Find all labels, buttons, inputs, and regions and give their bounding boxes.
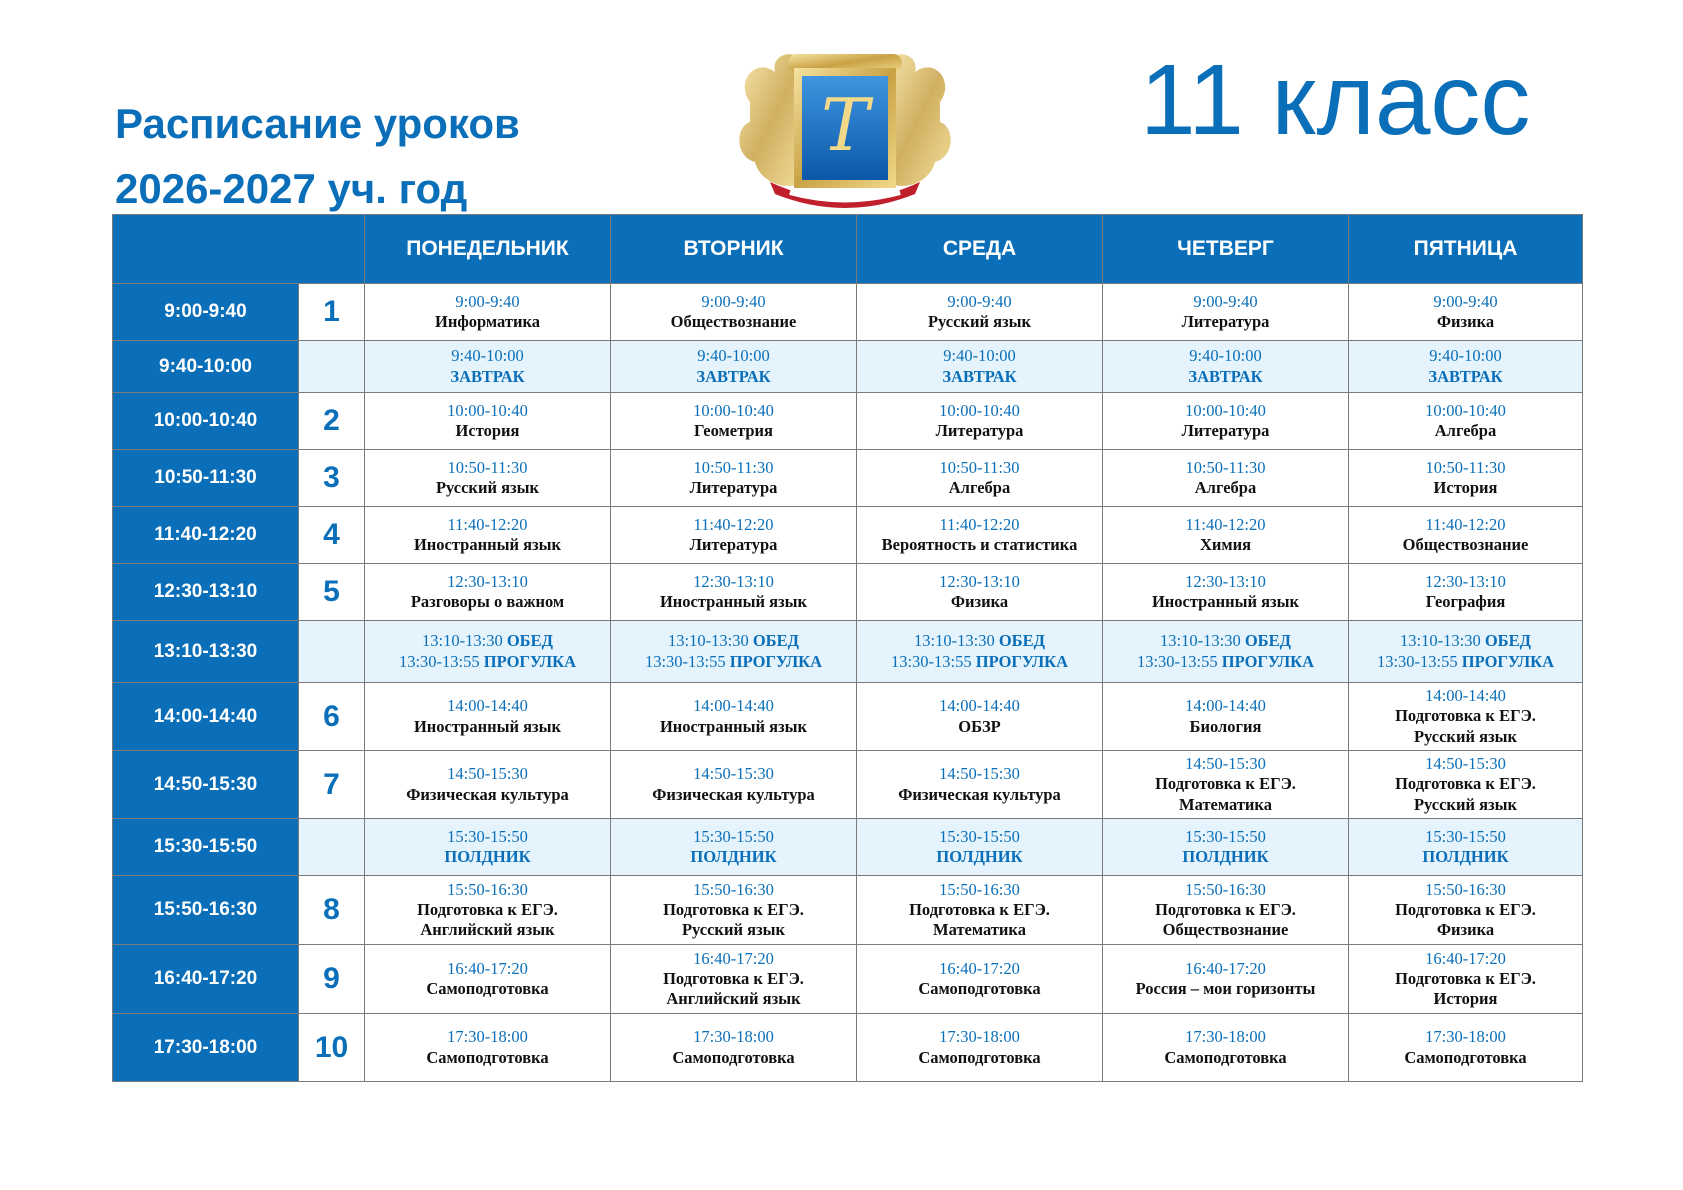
day-header: ПОНЕДЕЛЬНИК bbox=[365, 215, 611, 284]
subject-name: Математика bbox=[933, 920, 1026, 940]
subject-name: Самоподготовка bbox=[918, 979, 1041, 998]
schedule-table bbox=[112, 214, 1583, 1082]
row-time: 9:00-9:40 bbox=[113, 284, 299, 341]
break-time: 13:10-13:30 bbox=[914, 631, 995, 651]
row-time: 16:40-17:20 bbox=[113, 945, 299, 1014]
lesson-time: 9:00-9:40 bbox=[455, 291, 520, 311]
schedule-cell bbox=[365, 621, 611, 683]
schedule-cell bbox=[611, 564, 857, 621]
lesson-time: 9:00-9:40 bbox=[947, 291, 1012, 311]
schedule-cell bbox=[1103, 1014, 1349, 1082]
break-time: 15:30-15:50 bbox=[939, 826, 1020, 846]
subject-name: Самоподготовка bbox=[672, 1047, 795, 1067]
subject-name: Самоподготовка bbox=[1404, 1047, 1527, 1067]
schedule-cell bbox=[365, 751, 611, 819]
subject-name: Подготовка к ЕГЭ. bbox=[1395, 899, 1536, 919]
row-time: 11:40-12:20 bbox=[113, 507, 299, 564]
schedule-cell bbox=[611, 751, 857, 819]
lesson-time: 10:50-11:30 bbox=[447, 457, 528, 477]
schedule-cell bbox=[611, 284, 857, 341]
schedule-cell bbox=[611, 341, 857, 393]
subject-name: ОБЗР bbox=[958, 716, 1001, 736]
subject-name: Английский язык bbox=[420, 920, 555, 940]
subject-name: Разговоры о важном bbox=[410, 592, 565, 611]
lesson-time: 15:50-16:30 bbox=[1425, 879, 1506, 899]
subject-name: Самоподготовка bbox=[426, 979, 549, 998]
break-name: ЗАВТРАК bbox=[696, 366, 771, 386]
schedule-cell bbox=[1349, 945, 1583, 1014]
row-time: 9:40-10:00 bbox=[113, 341, 299, 393]
schedule-row bbox=[113, 819, 1583, 876]
lesson-time: 12:30-13:10 bbox=[693, 571, 774, 591]
break-name: ПОЛДНИК bbox=[936, 847, 1023, 866]
page-title: Расписание уроков bbox=[115, 100, 520, 147]
schedule-cell bbox=[611, 819, 857, 876]
schedule-cell bbox=[1103, 945, 1349, 1014]
break-name: ПРОГУЛКА bbox=[729, 651, 823, 671]
lesson-time: 12:30-13:10 bbox=[1425, 571, 1506, 591]
subject-name: Иностранный язык bbox=[1151, 592, 1300, 611]
subject-name: Русский язык bbox=[435, 478, 540, 497]
subject-name: Подготовка к ЕГЭ. bbox=[1155, 774, 1296, 794]
schedule-row bbox=[113, 751, 1583, 819]
schedule-cell bbox=[611, 507, 857, 564]
schedule-row bbox=[113, 507, 1583, 564]
lesson-time: 10:50-11:30 bbox=[693, 457, 774, 477]
schedule-cell bbox=[1349, 751, 1583, 819]
day-header: ПЯТНИЦА bbox=[1349, 215, 1583, 284]
schedule-row bbox=[113, 876, 1583, 945]
schedule-cell bbox=[1349, 819, 1583, 876]
lesson-time: 11:40-12:20 bbox=[447, 514, 528, 534]
break-name: ПРОГУЛКА bbox=[1221, 651, 1315, 671]
class-label: 11 класс bbox=[1140, 44, 1531, 156]
schedule-cell bbox=[1103, 284, 1349, 341]
subject-name: Математика bbox=[1179, 794, 1272, 814]
lesson-time: 10:50-11:30 bbox=[1185, 457, 1266, 477]
subject-name: История bbox=[1433, 478, 1498, 497]
subject-name: Химия bbox=[1199, 535, 1252, 554]
schedule-cell bbox=[1103, 507, 1349, 564]
subject-name: Подготовка к ЕГЭ. bbox=[1155, 899, 1296, 919]
schedule-cell bbox=[611, 393, 857, 450]
schedule-row bbox=[113, 450, 1583, 507]
break-name: ЗАВТРАК bbox=[1188, 366, 1263, 386]
break-line bbox=[1349, 652, 1582, 672]
subject-name: Информатика bbox=[434, 312, 540, 331]
lesson-number: 3 bbox=[299, 450, 365, 507]
lesson-time: 12:30-13:10 bbox=[1185, 571, 1266, 591]
schedule-cell bbox=[1103, 341, 1349, 393]
lesson-number: 2 bbox=[299, 393, 365, 450]
day-header: ВТОРНИК bbox=[611, 215, 857, 284]
row-time: 13:10-13:30 bbox=[113, 621, 299, 683]
schedule-cell bbox=[1349, 1014, 1583, 1082]
lesson-number: 7 bbox=[299, 751, 365, 819]
lesson-number: 9 bbox=[299, 945, 365, 1014]
subject-name: Английский язык bbox=[666, 989, 801, 1009]
lesson-time: 15:50-16:30 bbox=[447, 879, 528, 899]
lesson-time: 14:00-14:40 bbox=[1185, 696, 1266, 716]
break-time: 13:30-13:55 bbox=[644, 651, 726, 671]
lesson-time: 10:00-10:40 bbox=[1185, 400, 1266, 420]
lesson-time: 10:00-10:40 bbox=[447, 400, 528, 420]
schedule-cell bbox=[365, 945, 611, 1014]
lesson-time: 9:00-9:40 bbox=[701, 291, 766, 311]
lesson-time: 14:00-14:40 bbox=[1425, 686, 1506, 706]
schedule-cell bbox=[857, 564, 1103, 621]
subject-name: Литература bbox=[1181, 312, 1270, 331]
schedule-row bbox=[113, 564, 1583, 621]
lesson-time: 15:50-16:30 bbox=[1185, 879, 1266, 899]
schedule-cell bbox=[857, 621, 1103, 683]
schedule-cell bbox=[611, 450, 857, 507]
subject-name: Русский язык bbox=[1413, 794, 1518, 814]
subject-name: География bbox=[1425, 592, 1506, 611]
schedule-row bbox=[113, 621, 1583, 683]
subject-name: Физическая культура bbox=[406, 784, 569, 804]
lesson-time: 12:30-13:10 bbox=[447, 571, 528, 591]
lesson-time: 9:00-9:40 bbox=[1193, 291, 1258, 311]
break-time: 9:40-10:00 bbox=[451, 346, 524, 366]
schedule-cell bbox=[857, 751, 1103, 819]
break-name: ОБЕД bbox=[1484, 631, 1531, 651]
lesson-number bbox=[299, 621, 365, 683]
schedule-cell bbox=[857, 876, 1103, 945]
lesson-time: 16:40-17:20 bbox=[1425, 948, 1506, 968]
row-time: 14:50-15:30 bbox=[113, 751, 299, 819]
lesson-number: 4 bbox=[299, 507, 365, 564]
schedule-cell bbox=[857, 507, 1103, 564]
subject-name: Подготовка к ЕГЭ. bbox=[663, 968, 804, 988]
schedule-cell bbox=[365, 341, 611, 393]
schedule-cell bbox=[1103, 876, 1349, 945]
break-time: 9:40-10:00 bbox=[1429, 346, 1502, 366]
subject-name: Подготовка к ЕГЭ. bbox=[909, 899, 1050, 919]
schedule-cell bbox=[1349, 564, 1583, 621]
subject-name: История bbox=[455, 421, 520, 440]
lesson-time: 10:00-10:40 bbox=[1425, 400, 1506, 420]
break-name: ПОЛДНИК bbox=[690, 847, 777, 866]
subject-name: Русский язык bbox=[927, 312, 1032, 331]
schedule-cell bbox=[1349, 393, 1583, 450]
break-name: ПРОГУЛКА bbox=[1461, 651, 1555, 671]
break-name: ОБЕД bbox=[998, 631, 1045, 651]
break-line bbox=[1103, 652, 1348, 672]
subject-name: Физика bbox=[1436, 312, 1495, 331]
break-name: ЗАВТРАК bbox=[1428, 366, 1503, 386]
subject-name: Самоподготовка bbox=[426, 1047, 549, 1067]
schedule-cell bbox=[857, 945, 1103, 1014]
break-name: ОБЕД bbox=[506, 631, 553, 651]
schedule-row bbox=[113, 1014, 1583, 1082]
break-time: 9:40-10:00 bbox=[697, 346, 770, 366]
schedule-row bbox=[113, 393, 1583, 450]
lesson-time: 14:50-15:30 bbox=[447, 764, 528, 784]
break-name: ПРОГУЛКА bbox=[975, 651, 1069, 671]
schedule-cell bbox=[857, 683, 1103, 751]
subject-name: Подготовка к ЕГЭ. bbox=[663, 899, 804, 919]
schedule-cell bbox=[1103, 751, 1349, 819]
lesson-time: 14:50-15:30 bbox=[1185, 754, 1266, 774]
row-time: 10:50-11:30 bbox=[113, 450, 299, 507]
schedule-cell bbox=[365, 393, 611, 450]
lesson-time: 17:30-18:00 bbox=[1185, 1027, 1266, 1047]
subject-name: Иностранный язык bbox=[413, 535, 562, 554]
break-name: ОБЕД bbox=[752, 631, 799, 651]
subject-name: Алгебра bbox=[1194, 478, 1257, 497]
break-time: 13:30-13:55 bbox=[890, 651, 972, 671]
subject-name: Литература bbox=[689, 478, 778, 497]
break-line bbox=[1349, 631, 1582, 651]
schedule-cell bbox=[365, 450, 611, 507]
subject-name: Россия – мои горизонты bbox=[1135, 979, 1316, 998]
svg-text:T: T bbox=[820, 83, 870, 167]
break-name: ПРОГУЛКА bbox=[483, 651, 577, 671]
subject-name: Алгебра bbox=[1434, 421, 1497, 440]
break-time: 13:30-13:55 bbox=[1136, 651, 1218, 671]
break-time: 9:40-10:00 bbox=[1189, 346, 1262, 366]
schedule-row bbox=[113, 683, 1583, 751]
subject-name: Самоподготовка bbox=[918, 1047, 1041, 1067]
schedule-cell bbox=[1103, 621, 1349, 683]
subject-name: Обществознание bbox=[1162, 920, 1289, 940]
lesson-time: 11:40-12:20 bbox=[1185, 514, 1266, 534]
schedule-cell bbox=[611, 876, 857, 945]
break-line bbox=[365, 652, 610, 672]
schedule-cell bbox=[857, 819, 1103, 876]
schedule-cell bbox=[857, 450, 1103, 507]
lesson-time: 17:30-18:00 bbox=[1425, 1027, 1506, 1047]
subject-name: Физика bbox=[1436, 920, 1495, 940]
break-line bbox=[857, 652, 1102, 672]
subject-name: Вероятность и статистика bbox=[881, 535, 1078, 554]
schedule-cell bbox=[611, 683, 857, 751]
schedule-cell bbox=[365, 507, 611, 564]
lesson-time: 10:50-11:30 bbox=[939, 457, 1020, 477]
lesson-time: 14:50-15:30 bbox=[939, 764, 1020, 784]
lesson-time: 9:00-9:40 bbox=[1433, 291, 1498, 311]
schedule-cell bbox=[1103, 683, 1349, 751]
schedule-cell bbox=[365, 876, 611, 945]
subject-name: Иностранный язык bbox=[659, 716, 808, 736]
subject-name: Литература bbox=[689, 535, 778, 554]
day-header: СРЕДА bbox=[857, 215, 1103, 284]
subject-name: Алгебра bbox=[948, 478, 1011, 497]
schedule-cell bbox=[1349, 621, 1583, 683]
schedule-cell bbox=[1349, 284, 1583, 341]
subject-name: Обществознание bbox=[1402, 535, 1529, 554]
schedule-cell bbox=[1349, 450, 1583, 507]
break-time: 15:30-15:50 bbox=[447, 826, 528, 846]
break-time: 15:30-15:50 bbox=[1185, 826, 1266, 846]
subject-name: Биология bbox=[1189, 716, 1262, 736]
lesson-number: 8 bbox=[299, 876, 365, 945]
break-line bbox=[611, 652, 856, 672]
break-name: ОБЕД bbox=[1244, 631, 1291, 651]
lesson-time: 16:40-17:20 bbox=[447, 958, 528, 978]
break-name: ЗАВТРАК bbox=[450, 366, 525, 386]
schedule-cell bbox=[365, 819, 611, 876]
break-name: ПОЛДНИК bbox=[1422, 847, 1509, 866]
lesson-number: 1 bbox=[299, 284, 365, 341]
row-time: 12:30-13:10 bbox=[113, 564, 299, 621]
lesson-number: 6 bbox=[299, 683, 365, 751]
row-time: 17:30-18:00 bbox=[113, 1014, 299, 1082]
school-year: 2026-2027 уч. год bbox=[115, 165, 468, 212]
lesson-time: 14:50-15:30 bbox=[693, 764, 774, 784]
lesson-time: 14:00-14:40 bbox=[693, 696, 774, 716]
lesson-time: 16:40-17:20 bbox=[1185, 958, 1266, 978]
lesson-time: 12:30-13:10 bbox=[939, 571, 1020, 591]
lesson-time: 16:40-17:20 bbox=[693, 948, 774, 968]
schedule-cell bbox=[611, 621, 857, 683]
subject-name: Обществознание bbox=[670, 312, 797, 331]
lesson-time: 14:50-15:30 bbox=[1425, 754, 1506, 774]
schedule-cell bbox=[611, 945, 857, 1014]
schedule-cell bbox=[857, 1014, 1103, 1082]
schedule-cell bbox=[1349, 683, 1583, 751]
subject-name: Подготовка к ЕГЭ. bbox=[417, 899, 558, 919]
row-time: 15:30-15:50 bbox=[113, 819, 299, 876]
subject-name: История bbox=[1433, 989, 1498, 1009]
lesson-time: 17:30-18:00 bbox=[447, 1027, 528, 1047]
schedule-row bbox=[113, 945, 1583, 1014]
subject-name: Подготовка к ЕГЭ. bbox=[1395, 774, 1536, 794]
lesson-time: 17:30-18:00 bbox=[939, 1027, 1020, 1047]
schedule-cell bbox=[857, 284, 1103, 341]
lesson-time: 11:40-12:20 bbox=[939, 514, 1020, 534]
schedule-cell bbox=[1103, 450, 1349, 507]
schedule-row bbox=[113, 284, 1583, 341]
lesson-time: 17:30-18:00 bbox=[693, 1027, 774, 1047]
break-line bbox=[857, 631, 1102, 651]
school-emblem-icon bbox=[730, 42, 960, 210]
break-time: 13:10-13:30 bbox=[1400, 631, 1481, 651]
subject-name: Иностранный язык bbox=[659, 592, 808, 611]
schedule-cell bbox=[611, 1014, 857, 1082]
break-line bbox=[611, 631, 856, 651]
header-corner bbox=[113, 215, 365, 284]
days-header-row bbox=[113, 215, 1583, 284]
lesson-time: 15:50-16:30 bbox=[939, 879, 1020, 899]
schedule-cell bbox=[365, 1014, 611, 1082]
lesson-time: 14:00-14:40 bbox=[939, 696, 1020, 716]
lesson-time: 15:50-16:30 bbox=[693, 879, 774, 899]
break-time: 15:30-15:50 bbox=[693, 826, 774, 846]
lesson-number: 5 bbox=[299, 564, 365, 621]
subject-name: Геометрия bbox=[694, 421, 773, 440]
break-time: 13:30-13:55 bbox=[1376, 651, 1458, 671]
break-name: ЗАВТРАК bbox=[942, 366, 1017, 386]
schedule-cell bbox=[365, 683, 611, 751]
schedule-row bbox=[113, 341, 1583, 393]
schedule-cell bbox=[365, 284, 611, 341]
subject-name: Литература bbox=[1181, 421, 1270, 440]
schedule-cell bbox=[1103, 564, 1349, 621]
subject-name: Физическая культура bbox=[898, 784, 1061, 804]
subject-name: Физика bbox=[950, 592, 1009, 611]
subject-name: Подготовка к ЕГЭ. bbox=[1395, 968, 1536, 988]
subject-name: Литература bbox=[935, 421, 1024, 440]
lesson-time: 14:00-14:40 bbox=[447, 696, 528, 716]
schedule-cell bbox=[1103, 819, 1349, 876]
break-name: ПОЛДНИК bbox=[1182, 847, 1269, 866]
subject-name: Иностранный язык bbox=[413, 716, 562, 736]
subject-name: Самоподготовка bbox=[1164, 1047, 1287, 1067]
break-name: ПОЛДНИК bbox=[444, 847, 531, 866]
schedule-cell bbox=[1349, 341, 1583, 393]
lesson-time: 11:40-12:20 bbox=[693, 514, 774, 534]
schedule-cell bbox=[1103, 393, 1349, 450]
subject-name: Русский язык bbox=[681, 920, 786, 940]
lesson-time: 11:40-12:20 bbox=[1425, 514, 1506, 534]
break-time: 13:10-13:30 bbox=[1160, 631, 1241, 651]
subject-name: Физическая культура bbox=[652, 784, 815, 804]
lesson-time: 10:00-10:40 bbox=[693, 400, 774, 420]
schedule-cell bbox=[857, 393, 1103, 450]
schedule-cell bbox=[1349, 876, 1583, 945]
subject-name: Русский язык bbox=[1413, 726, 1518, 746]
break-time: 13:30-13:55 bbox=[398, 651, 480, 671]
break-line bbox=[1103, 631, 1348, 651]
break-time: 13:10-13:30 bbox=[668, 631, 749, 651]
schedule-cell bbox=[365, 564, 611, 621]
lesson-time: 10:50-11:30 bbox=[1425, 457, 1506, 477]
break-time: 9:40-10:00 bbox=[943, 346, 1016, 366]
row-time: 14:00-14:40 bbox=[113, 683, 299, 751]
lesson-number: 10 bbox=[299, 1014, 365, 1082]
subject-name: Подготовка к ЕГЭ. bbox=[1395, 706, 1536, 726]
schedule-cell bbox=[1349, 507, 1583, 564]
row-time: 15:50-16:30 bbox=[113, 876, 299, 945]
break-time: 15:30-15:50 bbox=[1425, 826, 1506, 846]
lesson-number bbox=[299, 341, 365, 393]
row-time: 10:00-10:40 bbox=[113, 393, 299, 450]
schedule-cell bbox=[857, 341, 1103, 393]
break-time: 13:10-13:30 bbox=[422, 631, 503, 651]
break-line bbox=[365, 631, 610, 651]
day-header: ЧЕТВЕРГ bbox=[1103, 215, 1349, 284]
lesson-time: 10:00-10:40 bbox=[939, 400, 1020, 420]
lesson-time: 16:40-17:20 bbox=[939, 958, 1020, 978]
lesson-number bbox=[299, 819, 365, 876]
